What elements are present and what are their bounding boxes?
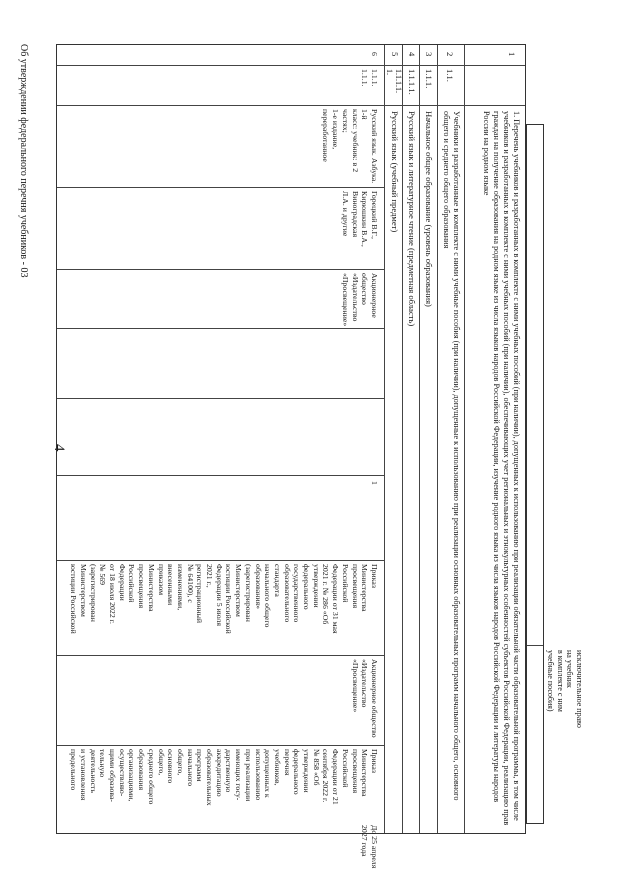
row-number: 4 <box>407 52 417 57</box>
header-continuation-strip <box>526 124 544 824</box>
rotated-page <box>4 0 640 896</box>
header-continuation-text: исключительное право на учебник в комплекте с ним учебные пособия) <box>546 650 584 728</box>
row-number: 1 <box>507 52 517 57</box>
entry-code: 1.1.1. 1.1.1. <box>360 69 379 87</box>
entry-number: 6 <box>370 52 379 56</box>
entry-federal-list-order: Приказ Министерства просвещения Российской Федерации от 21 сентября 2022 г. № 858 «Об утверждении федерального перечня учебников, допущенных к использованию при реализации имеющих госу- дарственную аккредитацию образовательных программ начального общего, основного общего, среднего общего образования организациями, осуществляю- щими образова- тельную деятельность и установления предельного <box>69 749 379 806</box>
entry-valid-until: До 25 апреля 2027 года <box>360 825 379 869</box>
row-text: 1. Перечень учебников и разработанных в комплекте с ними учебных пособий (при наличии), допущенных к использованию при реализации обязательной части образовательной программы, в том числе учебников и разработанных в комплекте с ними учебных пособий (при наличии), обеспечивающих учет региональных и этнокультурных особенностей субъектов Российской Федерации, реализацию прав граждан на получение образования на родном языке из числа языков народов Российской Федерации, изучение родного языка из числа языков народов Российской Федерации и литературы народов России на родном языке <box>482 111 521 826</box>
row-code: 1.1.1. <box>424 69 434 89</box>
entry-publisher: Акционерное общество «Издательство «Просвещение» <box>340 273 379 327</box>
row-number: 3 <box>424 52 434 57</box>
row-text: Учебники и разработанные в комплекте с ними учебные пособия (при наличии), допущенные к использованию при реализации основных образовательных программ начального общего, основного общего и среднего общего образования <box>442 111 461 801</box>
row-text: Начальное общее образование (уровень образования) <box>424 111 434 307</box>
row-code: 1.1. <box>445 69 455 82</box>
row-text: Русский язык (учебный предмет) <box>390 111 400 233</box>
federal-textbook-list-table <box>56 44 526 869</box>
page-number: 4 <box>51 444 67 452</box>
entry-authors: Горецкий В.Г., Кирюшкин В.А., Виноградская Л.А. и другие <box>340 191 379 247</box>
entry-title: Русский язык. Азбука. 1-й класс: учебник: в 2 частях; 1-е издание, переработанное <box>321 109 379 184</box>
entry-approval-order: Приказ Министерства просвещения Российской Федерации от 31 мая 2021 г. № 286 «Об утверждении федерального государственного образовательного стандарта начального общего образования» (зарегистрирован Министерством юстиции Российской Федерации 5 июля 2021 г., регистрационный № 64100), с изменениями, внесенными приказом Министерства просвещения Российской Федерации от 18 июля 2022 г. № 569 (зарегистрирован Министерством юстиции Российской <box>69 564 379 634</box>
page-footer: Об утверждении федерального перечня учебников - 03 <box>18 44 29 278</box>
row-number: 5 <box>390 52 400 57</box>
entry-rights-holder: Акционерное общество «Издательство «Просвещение» <box>350 659 379 738</box>
row-text: Русский язык и литературное чтение (предметная область) <box>407 111 417 327</box>
row-code: 1.1.1.1. <box>407 69 417 95</box>
row-code: 1.1.1.1. 1. <box>385 69 403 93</box>
row-number: 2 <box>445 52 455 57</box>
entry-class: 1 <box>370 481 379 485</box>
